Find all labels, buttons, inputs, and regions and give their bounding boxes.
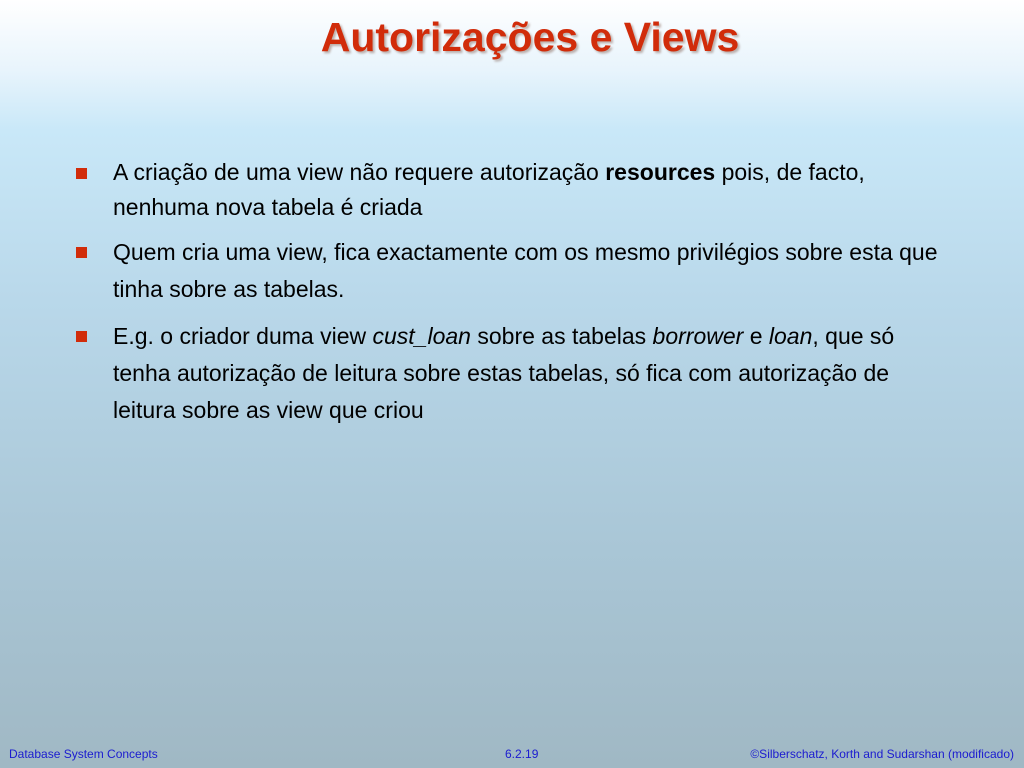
text-segment: sobre as tabelas	[470, 323, 653, 349]
square-bullet-icon	[76, 247, 87, 258]
bullet-list	[74, 155, 954, 435]
italic-term: cust_loan	[372, 323, 471, 349]
italic-term: loan	[768, 323, 813, 349]
bullet-item	[74, 155, 954, 225]
square-bullet-icon	[76, 331, 87, 342]
slide-title: Autorizações e Views	[320, 14, 740, 60]
text-segment: e	[743, 323, 769, 349]
text-segment: , que só tenha autorização de leitura sobre estas tabelas, só fica com autorização de leitura sobre as view que criou	[113, 323, 895, 423]
text-segment: Quem cria uma view, fica exactamente com os mesmo privilégios sobre esta que tinha sobre as tabelas.	[113, 239, 938, 302]
footer-copyright: ©Silberschatz, Korth and Sudarshan (modificado)	[750, 747, 1014, 761]
square-bullet-icon	[76, 168, 87, 179]
bullet-item	[74, 318, 954, 429]
text-segment: E.g. o criador duma view	[113, 323, 373, 349]
bold-term: resources	[605, 159, 716, 185]
text-segment: pois, de facto, nenhuma nova tabela é criada	[113, 159, 865, 220]
text-segment: A criação de uma view não requere autorização	[113, 159, 606, 185]
bullet-text	[113, 239, 938, 302]
bullet-text	[113, 159, 865, 220]
bullet-text	[113, 323, 894, 423]
bullet-item	[74, 234, 954, 308]
italic-term: borrower	[652, 323, 744, 349]
footer-course: Database System Concepts	[9, 747, 158, 761]
footer-page-number: 6.2.19	[505, 747, 539, 761]
